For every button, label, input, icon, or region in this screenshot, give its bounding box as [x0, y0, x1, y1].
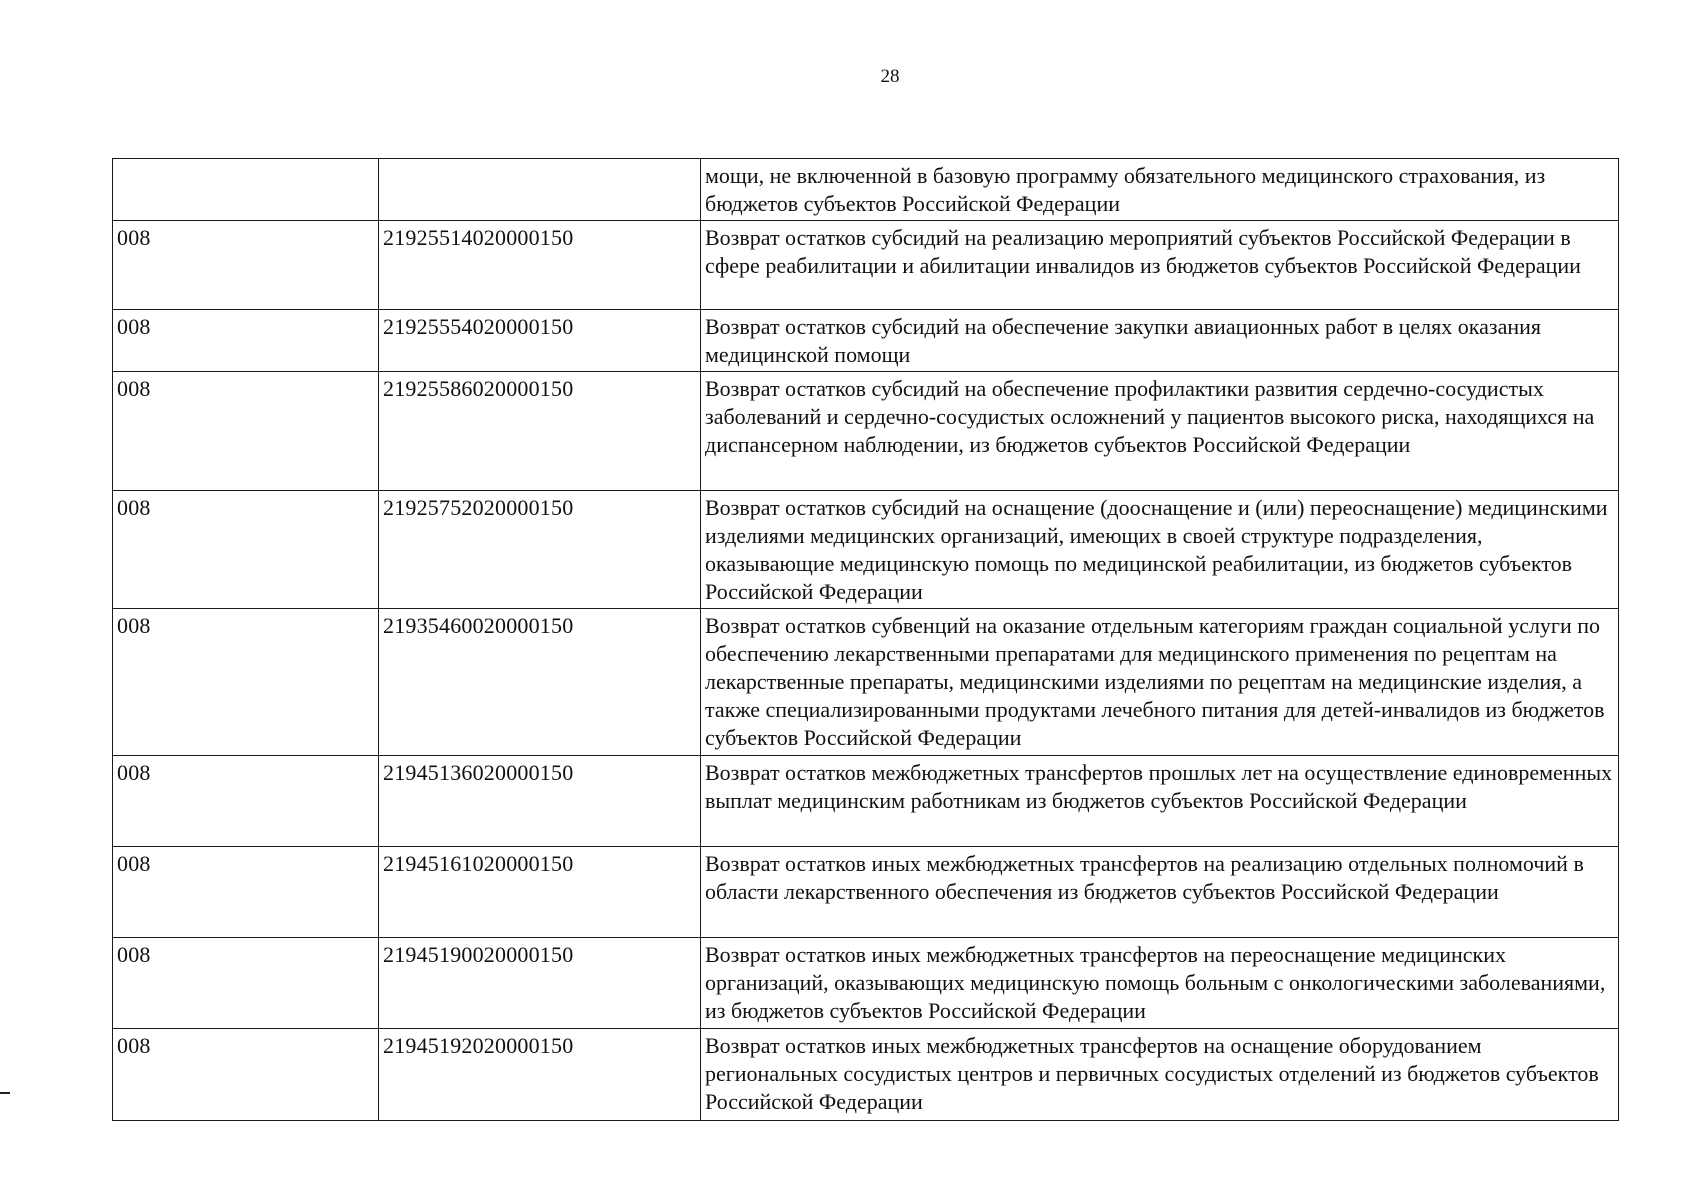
budget-code-cell: 21945190020000150 — [379, 938, 701, 1029]
admin-code-cell: 008 — [113, 372, 379, 491]
description-cell: Возврат остатков субвенций на оказание отдельным категориям граждан социальной услуги по обеспечению лекарственными препаратами для медицинского применения по рецептам на лекарственные препараты, медицинскими изделиями по рецептам на медицинские изделия, а также специализированными продуктами лечебного питания для детей-инвалидов из бюджетов субъектов Российской Федерации — [701, 609, 1619, 756]
table-row — [113, 159, 1619, 221]
description-cell: мощи, не включенной в базовую программу обязательного медицинского страхования, из бюджетов субъектов Российской Федерации — [701, 159, 1619, 221]
budget-code-cell: 21945192020000150 — [379, 1029, 701, 1121]
table-row — [113, 372, 1619, 491]
admin-code-cell: 008 — [113, 1029, 379, 1121]
budget-code-cell: 21935460020000150 — [379, 609, 701, 756]
budget-code-cell: 21925554020000150 — [379, 310, 701, 372]
admin-code-cell: 008 — [113, 938, 379, 1029]
description-cell: Возврат остатков иных межбюджетных трансфертов на переоснащение медицинских организаций, оказывающих медицинскую помощь больным с онкологическими заболеваниями, из бюджетов субъектов Российской Федерации — [701, 938, 1619, 1029]
description-cell: Возврат остатков субсидий на реализацию мероприятий субъектов Российской Федерации в сфере реабилитации и абилитации инвалидов из бюджетов субъектов Российской Федерации — [701, 221, 1619, 310]
admin-code-cell: 008 — [113, 491, 379, 609]
admin-code-cell: 008 — [113, 756, 379, 847]
budget-codes-table — [112, 158, 1619, 1121]
description-cell: Возврат остатков межбюджетных трансфертов прошлых лет на осуществление единовременных выплат медицинским работникам из бюджетов субъектов Российской Федерации — [701, 756, 1619, 847]
table-row — [113, 310, 1619, 372]
description-cell: Возврат остатков субсидий на оснащение (дооснащение и (или) переоснащение) медицинскими изделиями медицинских организаций, имеющих в своей структуре подразделения, оказывающие медицинскую помощь по медицинской реабилитации, из бюджетов субъектов Российской Федерации — [701, 491, 1619, 609]
table-row — [113, 609, 1619, 756]
budget-code-cell: 21945161020000150 — [379, 847, 701, 938]
table-row — [113, 491, 1619, 609]
admin-code-cell: 008 — [113, 609, 379, 756]
budget-code-cell: 21925514020000150 — [379, 221, 701, 310]
table-row — [113, 938, 1619, 1029]
admin-code-cell: 008 — [113, 847, 379, 938]
budget-code-cell: 21925752020000150 — [379, 491, 701, 609]
budget-code-cell: 21925586020000150 — [379, 372, 701, 491]
margin-mark — [0, 1092, 10, 1094]
description-cell: Возврат остатков иных межбюджетных трансфертов на оснащение оборудованием региональных сосудистых центров и первичных сосудистых отделений из бюджетов субъектов Российской Федерации — [701, 1029, 1619, 1121]
admin-code-cell: 008 — [113, 221, 379, 310]
admin-code-cell: 008 — [113, 310, 379, 372]
admin-code-cell — [113, 159, 379, 221]
description-cell: Возврат остатков иных межбюджетных трансфертов на реализацию отдельных полномочий в области лекарственного обеспечения из бюджетов субъектов Российской Федерации — [701, 847, 1619, 938]
table-row — [113, 756, 1619, 847]
page-number: 28 — [880, 66, 900, 87]
table-row — [113, 221, 1619, 310]
budget-code-cell: 21945136020000150 — [379, 756, 701, 847]
description-cell: Возврат остатков субсидий на обеспечение профилактики развития сердечно-сосудистых заболеваний и сердечно-сосудистых осложнений у пациентов высокого риска, находящихся на диспансерном наблюдении, из бюджетов субъектов Российской Федерации — [701, 372, 1619, 491]
description-cell: Возврат остатков субсидий на обеспечение закупки авиационных работ в целях оказания медицинской помощи — [701, 310, 1619, 372]
table-row — [113, 1029, 1619, 1121]
table-row — [113, 847, 1619, 938]
budget-code-cell — [379, 159, 701, 221]
